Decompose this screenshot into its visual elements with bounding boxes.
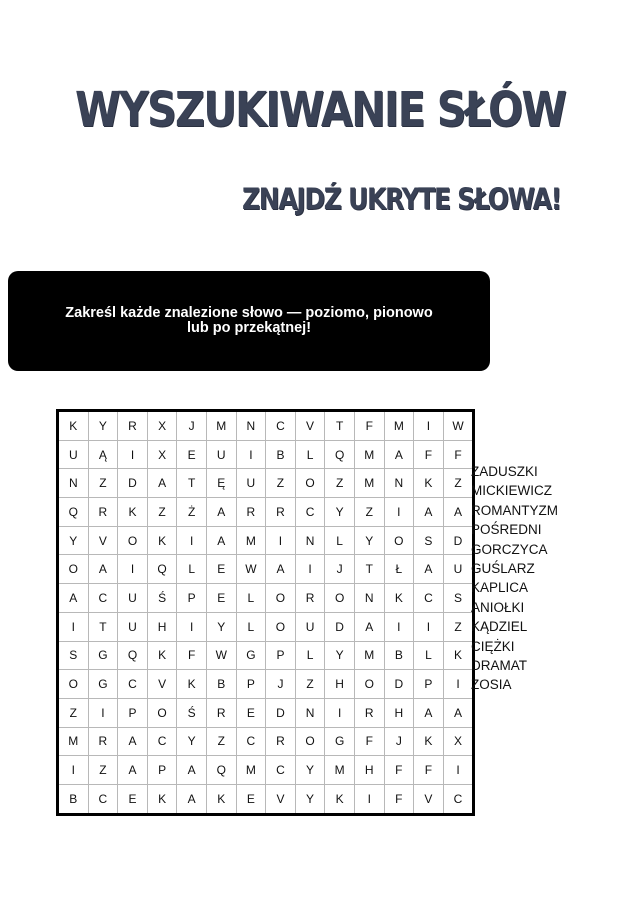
grid-row bbox=[58, 584, 474, 613]
grid-cell[interactable]: C bbox=[266, 411, 296, 441]
grid-cell[interactable]: J bbox=[384, 727, 414, 756]
grid-cell[interactable]: A bbox=[206, 526, 236, 555]
grid-cell[interactable]: M bbox=[384, 411, 414, 441]
grid-cell[interactable]: J bbox=[325, 555, 355, 584]
grid-cell[interactable]: A bbox=[414, 698, 444, 727]
grid-cell[interactable]: K bbox=[147, 641, 177, 670]
grid-row bbox=[58, 670, 474, 699]
word-list-item: ZADUSZKI bbox=[471, 464, 538, 479]
grid-cell[interactable]: S bbox=[58, 641, 89, 670]
grid-cell[interactable]: W bbox=[206, 641, 236, 670]
grid-cell[interactable]: U bbox=[118, 584, 148, 613]
grid-cell[interactable]: F bbox=[354, 727, 384, 756]
grid-row bbox=[58, 555, 474, 584]
grid-cell[interactable]: E bbox=[206, 555, 236, 584]
grid-cell[interactable]: H bbox=[325, 670, 355, 699]
grid-cell[interactable]: E bbox=[236, 698, 266, 727]
grid-cell[interactable]: L bbox=[177, 555, 207, 584]
grid-cell[interactable]: C bbox=[414, 584, 444, 613]
grid-cell[interactable]: K bbox=[414, 469, 444, 498]
grid-cell[interactable]: F bbox=[177, 641, 207, 670]
grid-row bbox=[58, 498, 474, 527]
grid-cell[interactable]: P bbox=[147, 756, 177, 785]
grid-cell[interactable]: Q bbox=[206, 756, 236, 785]
grid-cell[interactable]: U bbox=[118, 612, 148, 641]
grid-cell[interactable]: U bbox=[443, 555, 474, 584]
grid-cell[interactable]: B bbox=[206, 670, 236, 699]
grid-cell[interactable]: Q bbox=[118, 641, 148, 670]
grid-cell[interactable]: Y bbox=[58, 526, 89, 555]
grid-row bbox=[58, 784, 474, 814]
grid-cell[interactable]: U bbox=[295, 612, 325, 641]
grid-cell[interactable]: K bbox=[177, 670, 207, 699]
grid-cell[interactable]: J bbox=[266, 670, 296, 699]
grid-cell[interactable]: K bbox=[443, 641, 474, 670]
grid-cell[interactable]: D bbox=[266, 698, 296, 727]
grid-cell[interactable]: Z bbox=[206, 727, 236, 756]
page-subtitle: ZNAJDŹ UKRYTE SŁOWA! bbox=[242, 182, 561, 216]
grid-cell[interactable]: T bbox=[354, 555, 384, 584]
grid-cell[interactable]: T bbox=[325, 411, 355, 441]
grid-cell[interactable]: M bbox=[325, 756, 355, 785]
grid-cell[interactable]: K bbox=[384, 584, 414, 613]
grid-cell[interactable]: H bbox=[384, 698, 414, 727]
grid-cell[interactable]: A bbox=[118, 727, 148, 756]
grid-cell[interactable]: I bbox=[414, 612, 444, 641]
grid-cell[interactable]: Z bbox=[88, 756, 118, 785]
grid-cell[interactable]: F bbox=[384, 784, 414, 814]
grid-cell[interactable]: I bbox=[118, 440, 148, 469]
grid-cell[interactable]: O bbox=[266, 612, 296, 641]
word-list bbox=[471, 462, 558, 695]
grid-cell[interactable]: I bbox=[266, 526, 296, 555]
grid-cell[interactable]: A bbox=[443, 498, 474, 527]
grid-cell[interactable]: F bbox=[384, 756, 414, 785]
grid-cell[interactable]: R bbox=[118, 411, 148, 441]
grid-cell[interactable]: E bbox=[118, 784, 148, 814]
grid-cell[interactable]: T bbox=[177, 469, 207, 498]
grid-cell[interactable]: O bbox=[295, 469, 325, 498]
word-list-item: ZOSIA bbox=[471, 677, 512, 693]
grid-cell[interactable]: Ż bbox=[177, 498, 207, 527]
grid-cell[interactable]: Y bbox=[325, 498, 355, 527]
grid-cell[interactable]: A bbox=[177, 784, 207, 814]
grid-cell[interactable]: R bbox=[236, 498, 266, 527]
grid-cell[interactable]: M bbox=[206, 411, 236, 441]
grid-cell[interactable]: F bbox=[354, 411, 384, 441]
word-list-item: ANIOŁKI bbox=[471, 599, 525, 615]
grid-cell[interactable]: B bbox=[266, 440, 296, 469]
word-list-item: ROMANTYZM bbox=[471, 502, 558, 518]
grid-cell[interactable]: V bbox=[266, 784, 296, 814]
grid-cell[interactable]: Z bbox=[443, 612, 474, 641]
grid-cell[interactable]: Z bbox=[325, 469, 355, 498]
grid-cell[interactable]: C bbox=[118, 670, 148, 699]
grid-cell[interactable]: X bbox=[147, 411, 177, 441]
grid-row bbox=[58, 698, 474, 727]
grid-cell[interactable]: I bbox=[177, 612, 207, 641]
grid-cell[interactable]: W bbox=[443, 411, 474, 441]
grid-cell[interactable]: S bbox=[443, 584, 474, 613]
grid-cell[interactable]: L bbox=[236, 612, 266, 641]
grid-cell[interactable]: V bbox=[147, 670, 177, 699]
grid-cell[interactable]: Q bbox=[58, 498, 89, 527]
grid-cell[interactable]: J bbox=[177, 411, 207, 441]
grid-cell[interactable]: U bbox=[58, 440, 89, 469]
grid-cell[interactable]: Q bbox=[325, 440, 355, 469]
grid-cell[interactable]: L bbox=[295, 641, 325, 670]
grid-cell[interactable]: U bbox=[206, 440, 236, 469]
grid-cell[interactable]: P bbox=[177, 584, 207, 613]
grid-cell[interactable]: Z bbox=[295, 670, 325, 699]
grid-cell[interactable]: I bbox=[295, 555, 325, 584]
grid-cell[interactable]: T bbox=[88, 612, 118, 641]
grid-cell[interactable]: I bbox=[88, 698, 118, 727]
grid-cell[interactable]: R bbox=[206, 698, 236, 727]
grid-cell[interactable]: Y bbox=[88, 411, 118, 441]
grid-cell[interactable]: A bbox=[414, 498, 444, 527]
grid-cell[interactable]: A bbox=[206, 498, 236, 527]
grid-cell[interactable]: P bbox=[118, 698, 148, 727]
grid-cell[interactable]: M bbox=[236, 756, 266, 785]
grid-cell[interactable]: I bbox=[177, 526, 207, 555]
grid-cell[interactable]: Y bbox=[177, 727, 207, 756]
grid-row bbox=[58, 411, 474, 441]
grid-cell[interactable]: F bbox=[414, 756, 444, 785]
grid-cell[interactable]: Z bbox=[354, 498, 384, 527]
grid-cell[interactable]: O bbox=[325, 584, 355, 613]
grid-cell[interactable]: K bbox=[325, 784, 355, 814]
grid-cell[interactable]: I bbox=[58, 756, 89, 785]
grid-cell[interactable]: Ł bbox=[384, 555, 414, 584]
grid-row bbox=[58, 440, 474, 469]
grid-cell[interactable]: A bbox=[414, 555, 444, 584]
grid-cell[interactable]: O bbox=[354, 670, 384, 699]
grid-row bbox=[58, 469, 474, 498]
grid-cell[interactable]: Y bbox=[295, 784, 325, 814]
grid-cell[interactable]: D bbox=[118, 469, 148, 498]
word-list-item: KAPLICA bbox=[471, 580, 529, 596]
grid-cell[interactable]: A bbox=[266, 555, 296, 584]
grid-cell[interactable]: N bbox=[295, 526, 325, 555]
grid-cell[interactable]: I bbox=[58, 612, 89, 641]
grid-cell[interactable]: R bbox=[354, 698, 384, 727]
grid-cell[interactable]: P bbox=[236, 670, 266, 699]
word-list-item: CIĘŻKI bbox=[471, 638, 515, 654]
grid-cell[interactable]: Y bbox=[206, 612, 236, 641]
grid-cell[interactable]: R bbox=[266, 727, 296, 756]
grid-cell[interactable]: V bbox=[414, 784, 444, 814]
grid-cell[interactable]: I bbox=[443, 670, 474, 699]
grid-cell[interactable]: N bbox=[354, 584, 384, 613]
grid-cell[interactable]: E bbox=[206, 584, 236, 613]
grid-cell[interactable]: G bbox=[325, 727, 355, 756]
grid-cell[interactable]: I bbox=[414, 411, 444, 441]
grid-cell[interactable]: M bbox=[58, 727, 89, 756]
word-list-item: GORCZYCA bbox=[471, 541, 548, 557]
grid-cell[interactable]: A bbox=[118, 756, 148, 785]
grid-cell[interactable]: Z bbox=[266, 469, 296, 498]
grid-cell[interactable]: W bbox=[236, 555, 266, 584]
grid-cell[interactable]: C bbox=[443, 784, 474, 814]
grid-cell[interactable]: Y bbox=[295, 756, 325, 785]
grid-cell[interactable]: K bbox=[118, 498, 148, 527]
grid-row bbox=[58, 641, 474, 670]
grid-cell[interactable]: O bbox=[58, 555, 89, 584]
grid-cell[interactable]: N bbox=[236, 411, 266, 441]
grid-cell[interactable]: K bbox=[147, 784, 177, 814]
grid-row bbox=[58, 612, 474, 641]
grid-cell[interactable]: L bbox=[414, 641, 444, 670]
grid-cell[interactable]: L bbox=[325, 526, 355, 555]
grid-cell[interactable]: A bbox=[147, 469, 177, 498]
grid-cell[interactable]: O bbox=[147, 698, 177, 727]
grid-cell[interactable]: F bbox=[414, 440, 444, 469]
grid-cell[interactable]: V bbox=[88, 526, 118, 555]
grid-cell[interactable]: M bbox=[354, 440, 384, 469]
grid-cell[interactable]: O bbox=[384, 526, 414, 555]
grid-cell[interactable]: N bbox=[58, 469, 89, 498]
grid-cell[interactable]: I bbox=[325, 698, 355, 727]
grid-cell[interactable]: I bbox=[236, 440, 266, 469]
grid-cell[interactable]: Ś bbox=[147, 584, 177, 613]
grid-cell[interactable]: X bbox=[147, 440, 177, 469]
instructions-text: Zakreśl każde znalezione słowo — poziomo, pionowo lub po przekątnej! bbox=[65, 305, 433, 336]
grid-cell[interactable]: C bbox=[266, 756, 296, 785]
word-list-item: GUŚLARZ bbox=[471, 560, 535, 576]
grid-cell[interactable]: Ś bbox=[177, 698, 207, 727]
grid-cell[interactable]: C bbox=[147, 727, 177, 756]
grid-cell[interactable]: K bbox=[206, 784, 236, 814]
grid-row bbox=[58, 756, 474, 785]
grid-cell[interactable]: X bbox=[443, 727, 474, 756]
grid-cell[interactable]: V bbox=[295, 411, 325, 441]
word-list-item: POŚREDNI bbox=[471, 522, 542, 538]
grid-cell[interactable]: O bbox=[58, 670, 89, 699]
grid-cell[interactable]: I bbox=[354, 784, 384, 814]
grid-cell[interactable]: D bbox=[443, 526, 474, 555]
grid-cell[interactable]: M bbox=[354, 641, 384, 670]
grid-cell[interactable]: D bbox=[325, 612, 355, 641]
grid-cell[interactable]: L bbox=[295, 440, 325, 469]
grid-cell[interactable]: S bbox=[414, 526, 444, 555]
grid-cell[interactable]: Y bbox=[325, 641, 355, 670]
grid-cell[interactable]: O bbox=[266, 584, 296, 613]
grid-cell[interactable]: E bbox=[177, 440, 207, 469]
grid-cell[interactable]: I bbox=[118, 555, 148, 584]
grid-cell[interactable]: B bbox=[58, 784, 89, 814]
page-title: WYSZUKIWANIE SŁÓW bbox=[75, 82, 566, 138]
grid-cell[interactable]: C bbox=[295, 498, 325, 527]
grid-cell[interactable]: A bbox=[88, 555, 118, 584]
word-list-item: KĄDZIEL bbox=[471, 619, 528, 635]
word-list-item: MICKIEWICZ bbox=[471, 483, 552, 499]
grid-cell[interactable]: N bbox=[384, 469, 414, 498]
grid-cell[interactable]: A bbox=[384, 440, 414, 469]
grid-cell[interactable]: G bbox=[88, 670, 118, 699]
grid-cell[interactable]: E bbox=[236, 784, 266, 814]
grid-cell[interactable]: N bbox=[295, 698, 325, 727]
word-list-item: DRAMAT bbox=[471, 657, 527, 673]
grid-cell[interactable]: I bbox=[384, 612, 414, 641]
grid-cell[interactable]: A bbox=[443, 698, 474, 727]
grid-cell[interactable]: R bbox=[88, 498, 118, 527]
grid-cell[interactable]: Y bbox=[354, 526, 384, 555]
grid-cell[interactable]: R bbox=[88, 727, 118, 756]
instructions-banner bbox=[8, 271, 490, 371]
grid-cell[interactable]: G bbox=[236, 641, 266, 670]
grid-cell[interactable]: I bbox=[384, 498, 414, 527]
grid-cell[interactable]: R bbox=[266, 498, 296, 527]
grid-row bbox=[58, 727, 474, 756]
grid-cell[interactable]: H bbox=[147, 612, 177, 641]
grid-cell[interactable]: A bbox=[58, 584, 89, 613]
grid-cell[interactable]: A bbox=[177, 756, 207, 785]
grid-cell[interactable]: Z bbox=[88, 469, 118, 498]
grid-cell[interactable]: H bbox=[354, 756, 384, 785]
grid-cell[interactable]: C bbox=[236, 727, 266, 756]
grid-cell[interactable]: R bbox=[295, 584, 325, 613]
grid-cell[interactable]: M bbox=[236, 526, 266, 555]
grid-cell[interactable]: U bbox=[236, 469, 266, 498]
grid-cell[interactable]: Z bbox=[147, 498, 177, 527]
grid-cell[interactable]: K bbox=[58, 411, 89, 441]
grid-cell[interactable]: O bbox=[118, 526, 148, 555]
grid-cell[interactable]: Z bbox=[443, 469, 474, 498]
grid-cell[interactable]: I bbox=[443, 756, 474, 785]
grid-row bbox=[58, 526, 474, 555]
grid-cell[interactable]: Z bbox=[58, 698, 89, 727]
grid-cell[interactable]: C bbox=[88, 784, 118, 814]
grid-cell[interactable]: A bbox=[354, 612, 384, 641]
grid-cell[interactable]: Ą bbox=[88, 440, 118, 469]
grid-cell[interactable]: B bbox=[384, 641, 414, 670]
grid-cell[interactable]: P bbox=[414, 670, 444, 699]
grid-cell[interactable]: O bbox=[295, 727, 325, 756]
grid-cell[interactable]: G bbox=[88, 641, 118, 670]
grid-cell[interactable]: M bbox=[354, 469, 384, 498]
letter-grid bbox=[56, 409, 475, 816]
grid-cell[interactable]: L bbox=[236, 584, 266, 613]
grid-cell[interactable]: K bbox=[414, 727, 444, 756]
grid-cell[interactable]: F bbox=[443, 440, 474, 469]
grid-cell[interactable]: Q bbox=[147, 555, 177, 584]
grid-cell[interactable]: Ę bbox=[206, 469, 236, 498]
grid-cell[interactable]: C bbox=[88, 584, 118, 613]
grid-cell[interactable]: D bbox=[384, 670, 414, 699]
grid-cell[interactable]: K bbox=[147, 526, 177, 555]
grid-cell[interactable]: P bbox=[266, 641, 296, 670]
